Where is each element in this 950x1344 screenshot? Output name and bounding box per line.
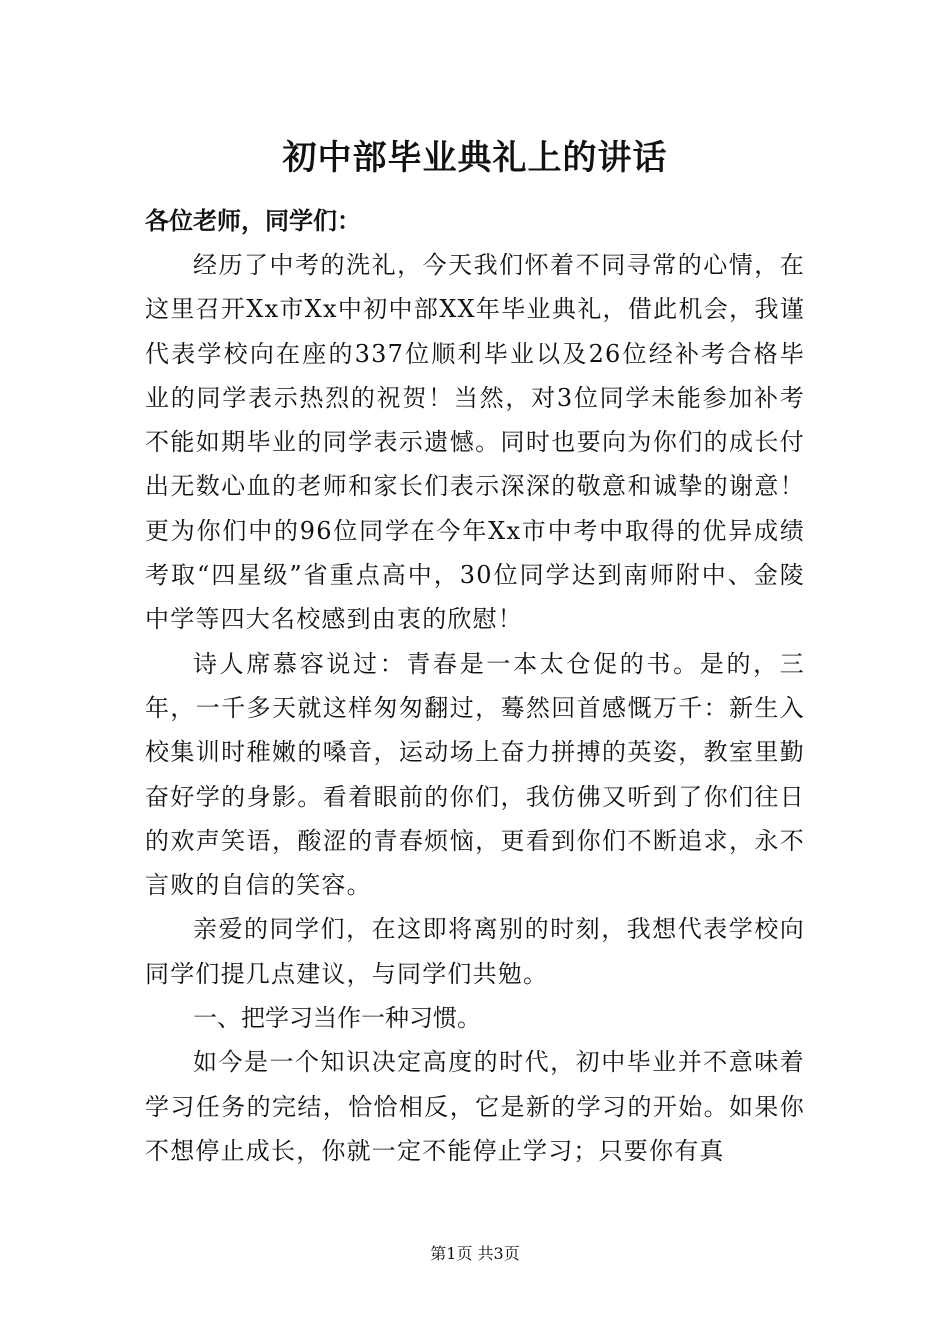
section-heading: 一、把学习当作一种习惯。 <box>193 1004 481 1033</box>
page-footer: 第1页 共3页 <box>430 1244 520 1263</box>
paragraph: 诗人席慕容说过：青春是一本太仓促的书。是的，三年，一千多天就这样匆匆翻过，蓦然回首感慨万千：新生入校集训时稚嫩的嗓音，运动场上奋力拼搏的英姿，教室里勤奋好学的身影。看着眼前的你们，我仿佛又听到了你们往日的欢声笑语，酸涩的青春烦恼，更看到你们不断追求，永不言败的自信的笑容。 <box>145 649 805 900</box>
paragraph: 亲爱的同学们，在这即将离别的时刻，我想代表学校向同学们提几点建议，与同学们共勉。 <box>145 915 805 988</box>
document-title: 初中部毕业典礼上的讲话 <box>282 138 668 178</box>
paragraph: 如今是一个知识决定高度的时代，初中毕业并不意味着学习任务的完结，恰恰相反，它是新的学习的开始。如果你不想停止成长，你就一定不能停止学习；只要你有真 <box>145 1048 805 1165</box>
salutation: 各位老师，同学们： <box>145 207 361 235</box>
paragraph: 经历了中考的洗礼，今天我们怀着不同寻常的心情，在这里召开Xx市Xx中初中部XX年毕业典礼，借此机会，我谨代表学校向在座的337位顺利毕业以及26位经补考合格毕业的同学表示热烈的祝贺！当然，对3位同学未能参加补考不能如期毕业的同学表示遗憾。同时也要向为你们的成长付出无数心血的老师和家长们表示深深的敬意和诚挚的谢意！更为你们中的96位同学在今年Xx市中考中取得的优异成绩考取“四星级”省重点高中，30位同学达到南师附中、金陵中学等四大名校感到由衷的欣慰！ <box>145 251 805 634</box>
document-body <box>145 199 805 1173</box>
